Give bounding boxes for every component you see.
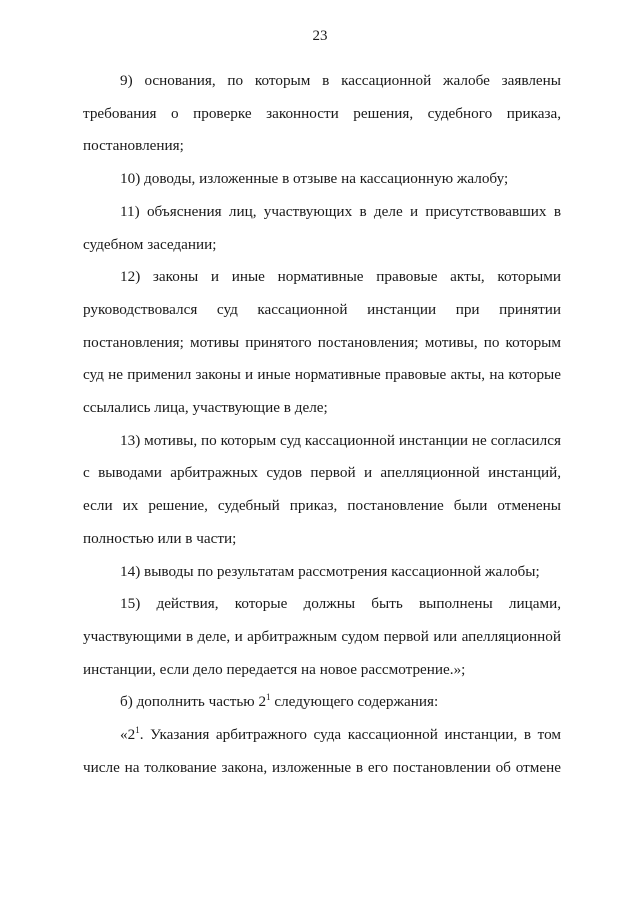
amendment-paragraph [83,686,561,719]
paragraph-item-10: 10) доводы, изложенные в отзыве на кассационную жалобу; [120,170,509,188]
document-body [83,65,561,784]
quote-text-start: «2 [120,726,136,744]
quote-text-end: . Указания арбитражного суда кассационной инстанции, в том числе на толкование закона, изложенные в его постановлении об отмене [83,726,561,776]
quote-superscript: 1 [135,725,140,736]
paragraph-item-11: 11) объяснения лиц, участвующих в деле и присутствовавших в судебном заседании; [83,202,561,253]
paragraph-item-15: 15) действия, которые должны быть выполнены лицами, участвующими в деле, и арбитражным судом первой или апелляционной инстанции, если дело передается на новое рассмотрение.»; [83,595,561,678]
amendment-text-end: следующего содержания: [270,693,439,711]
amendment-superscript: 1 [266,692,271,703]
paragraph-item-9: 9) основания, по которым в кассационной жалобе заявлены требования о проверке законности решения, судебного приказа, постановления; [83,72,561,155]
paragraph-item-12: 12) законы и иные нормативные правовые акты, которыми руководствовался суд кассационной инстанции при принятии постановления; мотивы принятого постановления; мотивы, по которым суд не применил законы и иные нормативные правовые акты, на которые ссылались лица, участвующие в деле; [83,268,561,417]
quoted-paragraph [83,719,561,784]
paragraph-item-14: 14) выводы по результатам рассмотрения кассационной жалобы; [120,562,540,580]
page-number: 23 [312,28,328,44]
amendment-text-start: б) дополнить частью 2 [120,693,267,711]
paragraph-item-13: 13) мотивы, по которым суд кассационной инстанции не согласился с выводами арбитражных судов первой и апелляционной инстанций, если их решение, судебный приказ, постановление были отменены полностью или в части; [83,431,561,547]
